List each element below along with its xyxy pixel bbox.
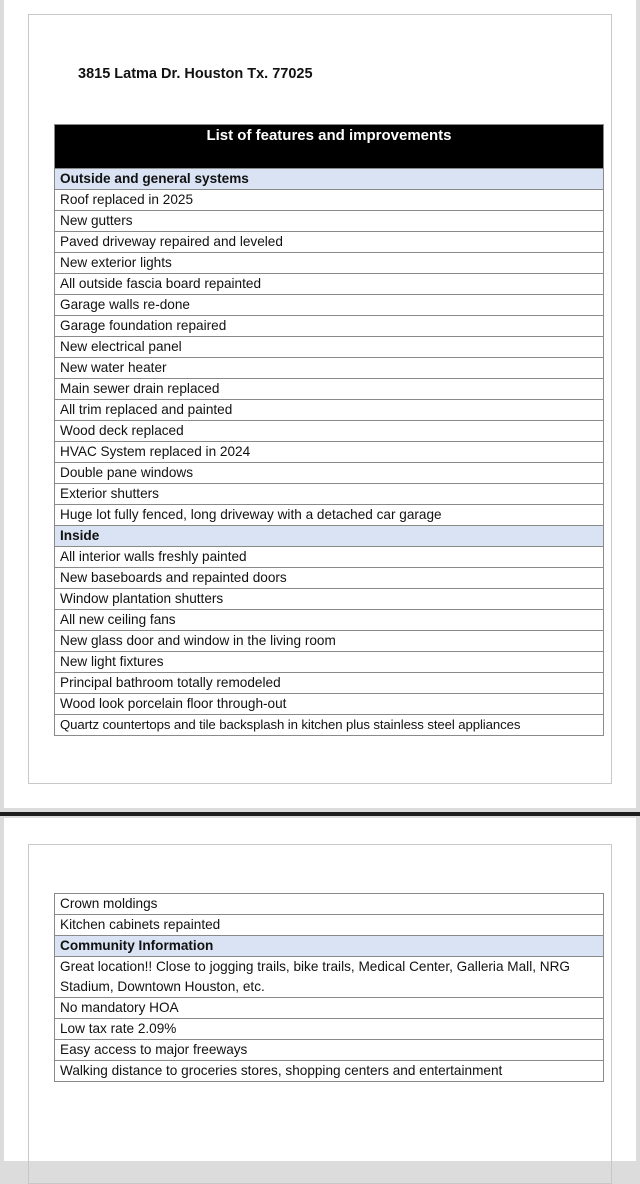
feature-item: Huge lot fully fenced, long driveway with a detached car garage xyxy=(55,505,604,526)
section-heading-inside: Inside xyxy=(55,526,604,547)
feature-item: Low tax rate 2.09% xyxy=(55,1019,604,1040)
property-address: 3815 Latma Dr. Houston Tx. 77025 xyxy=(78,66,313,82)
feature-item: Garage foundation repaired xyxy=(55,316,604,337)
table-row xyxy=(55,505,604,526)
table-row xyxy=(55,915,604,936)
feature-item: Main sewer drain replaced xyxy=(55,379,604,400)
feature-item: New glass door and window in the living room xyxy=(55,631,604,652)
table-row xyxy=(55,274,604,295)
feature-item: Paved driveway repaired and leveled xyxy=(55,232,604,253)
table-row xyxy=(55,957,604,998)
feature-item: Garage walls re-done xyxy=(55,295,604,316)
table-row xyxy=(55,610,604,631)
feature-item: New gutters xyxy=(55,211,604,232)
table-row xyxy=(55,442,604,463)
feature-item: All interior walls freshly painted xyxy=(55,547,604,568)
table-row xyxy=(55,421,604,442)
feature-item: Window plantation shutters xyxy=(55,589,604,610)
feature-item: Wood look porcelain floor through-out xyxy=(55,694,604,715)
feature-item: All trim replaced and painted xyxy=(55,400,604,421)
feature-item: Great location!! Close to jogging trails, bike trails, Medical Center, Galleria Mall, NRG Stadium, Downtown Houston, etc. xyxy=(55,957,604,998)
table-row xyxy=(55,568,604,589)
table-title-row xyxy=(55,125,604,169)
table-row xyxy=(55,1040,604,1061)
table-title: List of features and improvements xyxy=(55,125,604,169)
table-row xyxy=(55,694,604,715)
table-row xyxy=(55,652,604,673)
feature-item: New light fixtures xyxy=(55,652,604,673)
feature-item: Double pane windows xyxy=(55,463,604,484)
table-row xyxy=(55,673,604,694)
feature-item: New electrical panel xyxy=(55,337,604,358)
feature-item: Principal bathroom totally remodeled xyxy=(55,673,604,694)
section-header-row xyxy=(55,169,604,190)
features-table-page-1 xyxy=(54,124,604,736)
table-row xyxy=(55,1019,604,1040)
table-row xyxy=(55,295,604,316)
feature-item: Wood deck replaced xyxy=(55,421,604,442)
table-row xyxy=(55,400,604,421)
document-page-1 xyxy=(4,0,636,808)
feature-item: Roof replaced in 2025 xyxy=(55,190,604,211)
feature-item: Easy access to major freeways xyxy=(55,1040,604,1061)
feature-item: New water heater xyxy=(55,358,604,379)
feature-item: Walking distance to groceries stores, shopping centers and entertainment xyxy=(55,1061,604,1082)
section-header-row xyxy=(55,526,604,547)
page-divider xyxy=(0,812,640,816)
table-row xyxy=(55,1061,604,1082)
table-row xyxy=(55,358,604,379)
table-row xyxy=(55,337,604,358)
feature-item: No mandatory HOA xyxy=(55,998,604,1019)
table-row xyxy=(55,463,604,484)
table-row xyxy=(55,232,604,253)
feature-item: New exterior lights xyxy=(55,253,604,274)
feature-item: New baseboards and repainted doors xyxy=(55,568,604,589)
section-header-row xyxy=(55,936,604,957)
feature-item: Exterior shutters xyxy=(55,484,604,505)
section-heading-outside: Outside and general systems xyxy=(55,169,604,190)
table-row xyxy=(55,190,604,211)
feature-item: Crown moldings xyxy=(55,894,604,915)
document-page-2 xyxy=(4,818,636,1161)
table-row xyxy=(55,547,604,568)
table-row xyxy=(55,253,604,274)
table-row xyxy=(55,316,604,337)
features-table-page-2 xyxy=(54,893,604,1082)
feature-item: Kitchen cabinets repainted xyxy=(55,915,604,936)
table-row xyxy=(55,631,604,652)
table-row xyxy=(55,589,604,610)
table-row xyxy=(55,894,604,915)
table-row xyxy=(55,715,604,736)
section-heading-community: Community Information xyxy=(55,936,604,957)
table-row xyxy=(55,211,604,232)
feature-item: All outside fascia board repainted xyxy=(55,274,604,295)
table-row xyxy=(55,998,604,1019)
feature-item: All new ceiling fans xyxy=(55,610,604,631)
table-row xyxy=(55,484,604,505)
feature-item: HVAC System replaced in 2024 xyxy=(55,442,604,463)
table-row xyxy=(55,379,604,400)
feature-item: Quartz countertops and tile backsplash in kitchen plus stainless steel appliances xyxy=(55,715,604,736)
